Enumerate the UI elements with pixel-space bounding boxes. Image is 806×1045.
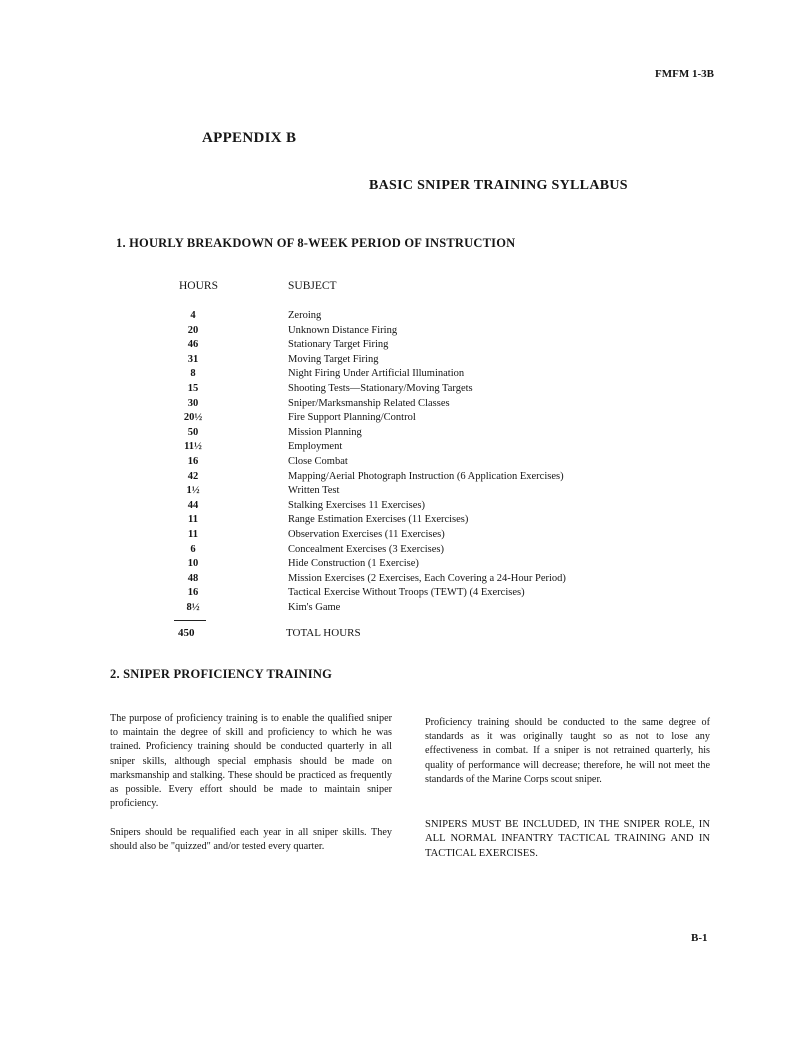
mandatory-inclusion-paragraph: SNIPERS MUST BE INCLUDED, IN THE SNIPER ROLE, IN ALL NORMAL INFANTRY TACTICAL TRAINING AND IN TACTICAL EXERCISES. [425,819,710,859]
row-hours: 1½ [186,485,200,497]
section-2-heading: 2. SNIPER PROFICIENCY TRAINING [110,667,332,681]
table-row [170,543,630,558]
row-hours: 50 [187,426,199,438]
table-row [170,367,630,382]
row-hours: 30 [187,397,199,409]
row-subject: Stationary Target Firing [288,339,389,351]
row-subject: Moving Target Firing [288,353,379,365]
table-row [170,557,630,572]
section-1-heading: 1. HOURLY BREAKDOWN OF 8-WEEK PERIOD OF INSTRUCTION [116,236,516,250]
table-row [170,513,630,528]
row-subject: Zeroing [288,310,322,321]
row-subject: Written Test [288,485,340,497]
row-hours: 42 [187,470,199,482]
row-hours: 10 [187,558,199,570]
row-hours: 16 [187,587,199,599]
row-hours: 4 [190,310,196,321]
row-hours: 6 [190,543,196,555]
row-hours: 46 [187,339,199,351]
proficiency-purpose-paragraph: The purpose of proficiency training is to enable the qualified sniper to maintain the degree of skill and proficiency to which he was trained. Proficiency training should be conducted quarterly in all sniper skills, although special emphasis should be made on marksmanship and stalking. These should be practiced as frequently as possible. Every effort should be made to maintain sniper proficiency. [110,713,392,810]
row-hours: 31 [187,353,199,365]
row-hours: 16 [187,455,199,467]
row-hours: 20½ [183,412,203,424]
total-divider [174,620,206,621]
total-hours-label: TOTAL HOURS [286,627,361,639]
requalification-paragraph: Snipers should be requalified each year in all sniper skills. They should also be "quizzed" and/or tested every quarter. [110,827,392,853]
row-hours: 15 [187,382,199,394]
row-hours: 48 [187,572,199,584]
row-hours: 11 [188,514,198,526]
table-row [170,426,630,441]
table-row [170,572,630,587]
hours-column-header: HOURS [179,280,218,292]
row-subject: Range Estimation Exercises (11 Exercises) [288,514,469,526]
table-row [170,586,630,601]
row-subject: Hide Construction (1 Exercise) [288,558,419,570]
table-row [170,411,630,426]
subject-column-header: SUBJECT [288,280,337,292]
table-row [170,338,630,353]
row-subject: Concealment Exercises (3 Exercises) [288,543,444,555]
row-subject: Shooting Tests—Stationary/Moving Targets [288,382,473,394]
table-row [170,440,630,455]
row-subject: Observation Exercises (11 Exercises) [288,528,445,540]
table-row [170,484,630,499]
row-subject: Employment [288,441,343,453]
row-subject: Tactical Exercise Without Troops (TEWT) (4 Exercises) [288,587,525,599]
row-subject: Mapping/Aerial Photograph Instruction (6 Application Exercises) [288,470,564,482]
row-subject: Mission Exercises (2 Exercises, Each Covering a 24-Hour Period) [288,572,566,584]
row-hours: 11½ [184,441,202,453]
row-subject: Mission Planning [288,426,362,438]
row-hours: 44 [187,499,199,511]
appendix-title: APPENDIX B [202,130,297,146]
table-row [170,470,630,485]
table-row [170,397,630,412]
row-hours: 8½ [186,601,200,613]
syllabus-table [170,309,630,615]
row-subject: Kim's Game [288,601,341,613]
row-subject: Sniper/Marksmanship Related Classes [288,397,450,409]
row-hours: 8 [190,368,196,380]
table-row [170,324,630,339]
table-row [170,528,630,543]
page-number: B-1 [691,932,708,944]
standards-paragraph: Proficiency training should be conducted to the same degree of standards as it was originally taught so as not to lose any effectiveness in combat. If a sniper is not retrained quarterly, his quality of performance will decrease; therefore, he will not meet the standards of the Marine Corps scout sniper. [425,717,710,785]
row-subject: Stalking Exercises 11 Exercises) [288,499,425,511]
table-row [170,309,630,324]
table-row [170,353,630,368]
row-subject: Night Firing Under Artificial Illumination [288,368,465,380]
document-title: BASIC SNIPER TRAINING SYLLABUS [369,178,628,193]
row-subject: Unknown Distance Firing [288,324,398,336]
table-row [170,601,630,616]
table-row [170,455,630,470]
table-row [170,382,630,397]
row-subject: Fire Support Planning/Control [288,412,416,424]
row-hours: 20 [187,324,199,336]
document-code: FMFM 1-3B [655,68,714,80]
row-hours: 11 [188,528,198,540]
table-row [170,499,630,514]
row-subject: Close Combat [288,455,348,467]
total-hours-value: 450 [178,627,195,639]
